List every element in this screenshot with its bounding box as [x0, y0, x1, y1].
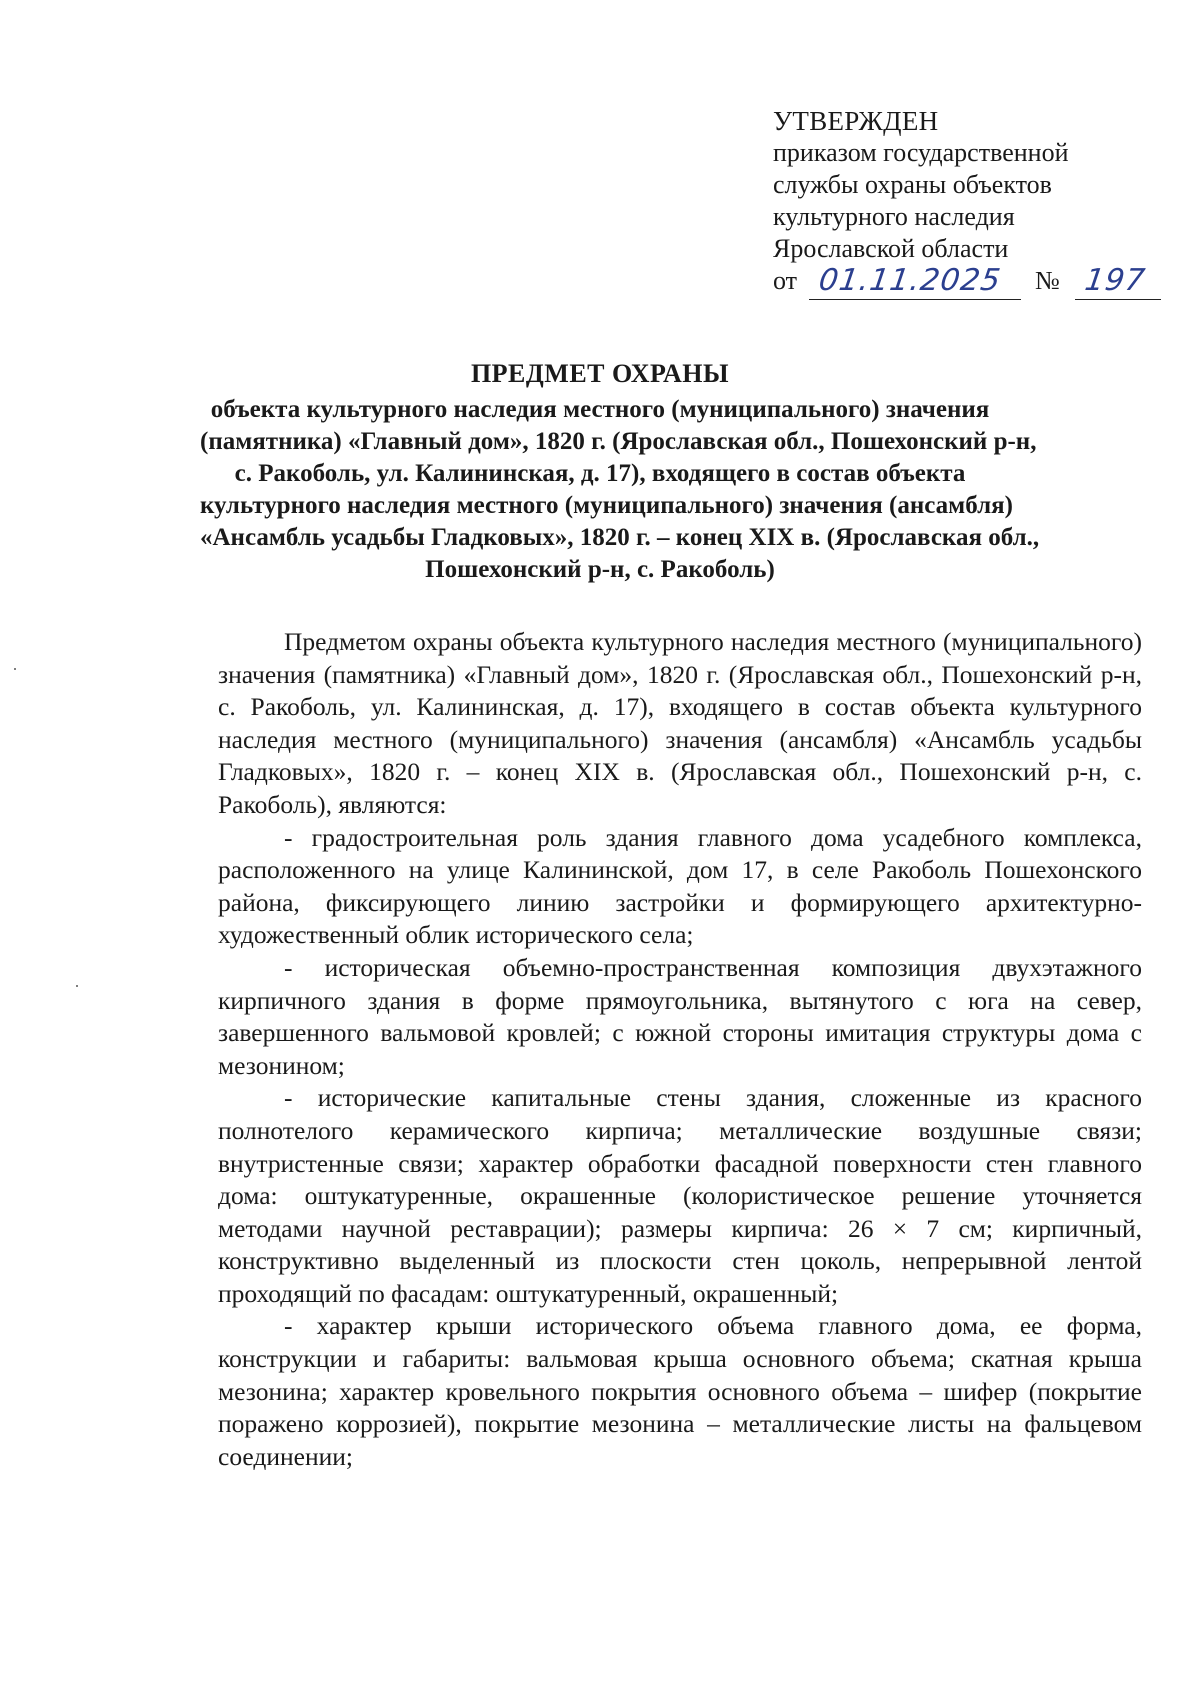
protection-item: - исторические капитальные стены здания, сложенные из красного полнотелого керамического кирпича; металлические воздушные связи; внутристенные связи; характер обработки фасадной поверхности стен главного дома: оштукатуренные, окрашенные (колористическое решение уточняется методами научной реставрации); размеры кирпича: 26 × 7 см; кирпичный, конструктивно выделенный из плоскости стен цоколь, непрерывной лентой проходящий по фасадам: оштукатуренный, окрашенный;: [218, 1083, 1142, 1308]
document-body: [218, 626, 1142, 1473]
title-subline: с. Ракоболь, ул. Калининская, д. 17), входящего в состав объекта: [234, 460, 966, 487]
document-title-block: [200, 358, 1040, 586]
order-number-field: [1075, 265, 1161, 300]
title-subline: Пошехонский р-н, с. Ракоболь): [425, 556, 775, 583]
intro-paragraph: Предметом охраны объекта культурного наследия местного (муниципального) значения (памятника) «Главный дом», 1820 г. (Ярославская обл., Пошехонский р-н, с. Ракоболь, ул. Калининская, д. 17), входящего в состав объекта культурного наследия местного (муниципального) значения (ансамбля) «Ансамбль усадьбы Гладковых», 1820 г. – конец XIX в. (Ярославская обл., Пошехонский р-н, с. Ракоболь), являются:: [218, 627, 1142, 819]
protection-item: - градостроительная роль здания главного дома усадебного комплекса, расположенного на улице Калининской, дом 17, в селе Ракоболь Пошехонского района, фиксирующего линию застройки и формирующего архитектурно-художественный облик исторического села;: [218, 822, 1142, 950]
number-sign: №: [1035, 266, 1060, 295]
order-date-field: [809, 265, 1021, 300]
approval-line: культурного наследия: [773, 202, 1015, 231]
handwritten-number: 197: [1082, 263, 1148, 298]
date-prefix: от: [773, 266, 798, 295]
title-subline: объекта культурного наследия местного (муниципального) значения: [210, 396, 990, 423]
title-subline: «Ансамбль усадьбы Гладковых», 1820 г. – конец XIX в. (Ярославская обл.,: [200, 524, 1040, 551]
approval-line: службы охраны объектов: [773, 170, 1052, 199]
protection-item: - характер крыши исторического объема главного дома, ее форма, конструкции и габариты: вальмовая крыша основного объема; скатная крыша мезонина; характер кровельного покрытия основного объема – шифер (покрытие поражено коррозией), покрытие мезонина – металлические листы на фальцевом соединении;: [218, 1311, 1142, 1471]
handwritten-date: 01.11.2025: [816, 263, 1004, 298]
order-date-number-line: [773, 265, 1153, 301]
protection-item: - историческая объемно-пространственная композиция двухэтажного кирпичного здания в форме прямоугольника, вытянутого с юга на север, завершенного вальмовой кровлей; с южной стороны имитация структуры дома с мезонином;: [218, 952, 1142, 1080]
scan-speck: [76, 985, 78, 987]
title-subline: (памятника) «Главный дом», 1820 г. (Ярославская обл., Пошехонский р-н,: [200, 428, 1037, 455]
scan-speck: [14, 668, 16, 670]
approval-block: [773, 105, 1153, 301]
document-title: ПРЕДМЕТ ОХРАНЫ: [470, 359, 730, 388]
approval-line: приказом государственной: [773, 138, 1069, 167]
approval-line: Ярославской области: [773, 234, 1009, 263]
title-subline: культурного наследия местного (муниципального) значения (ансамбля): [200, 492, 1013, 519]
approved-heading: УТВЕРЖДЕН: [773, 106, 939, 136]
